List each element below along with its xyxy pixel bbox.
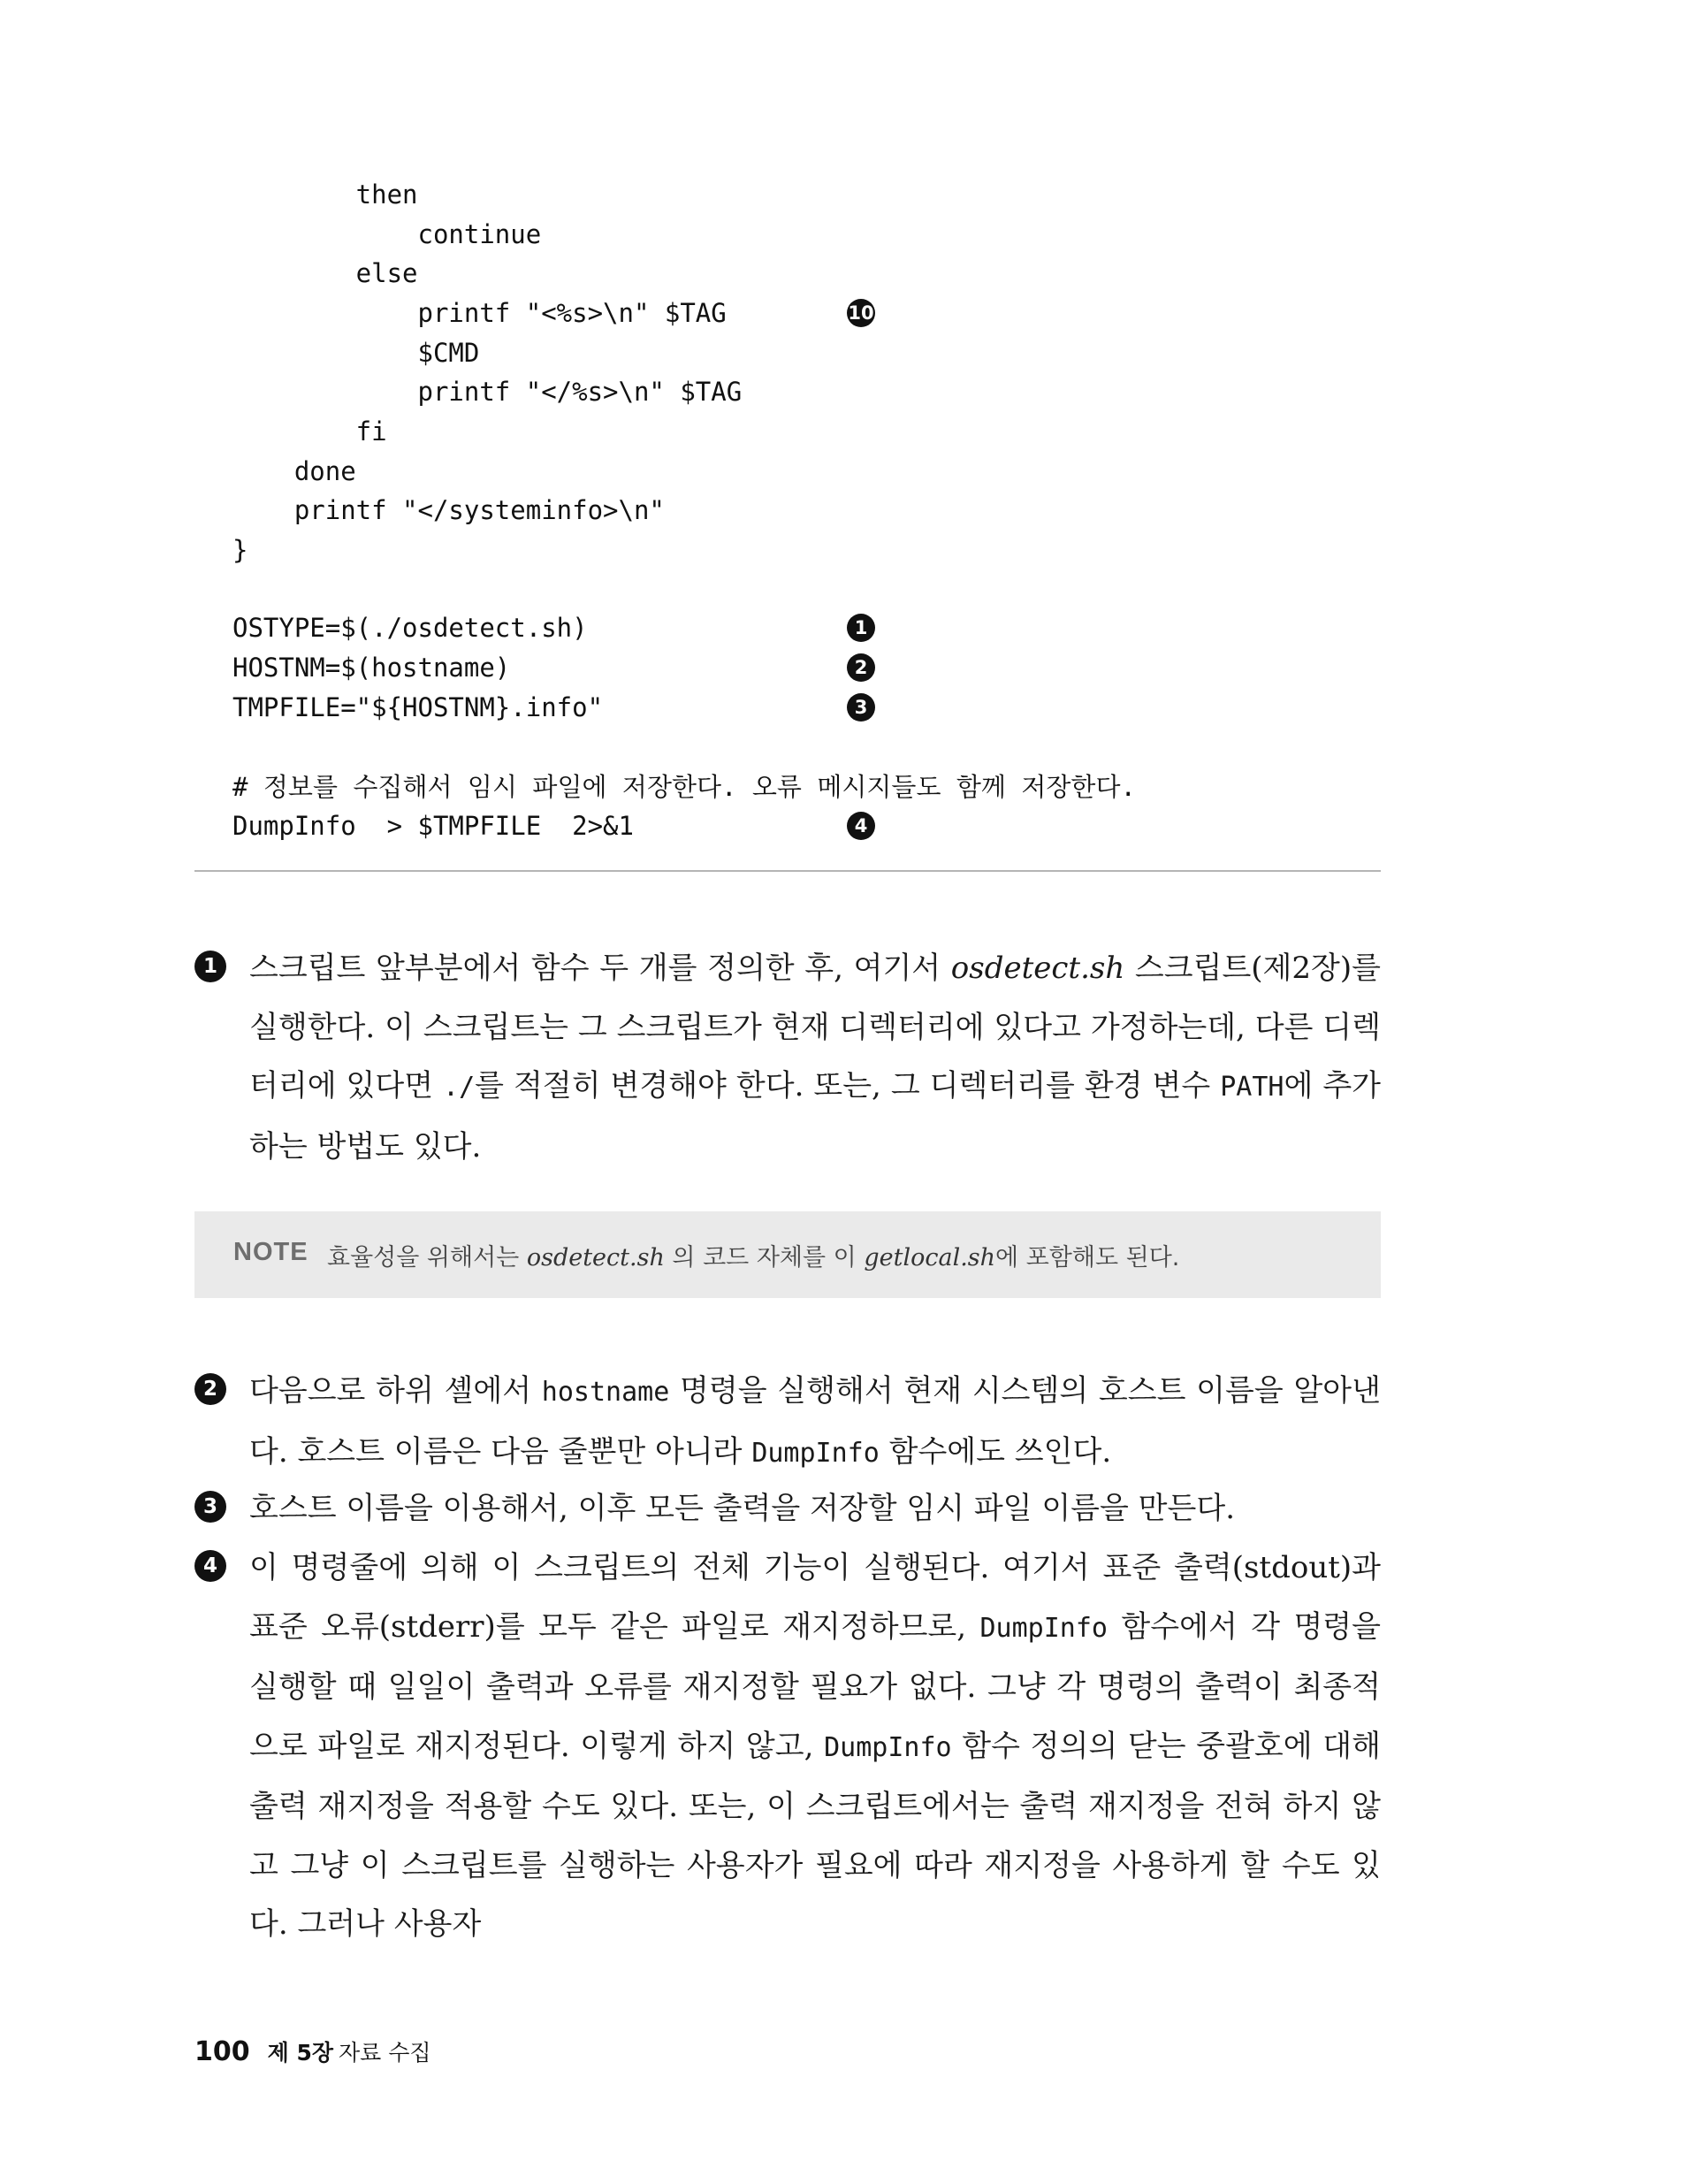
- callout-marker-3: 3: [847, 693, 875, 722]
- code-line: DumpInfo > $TMPFILE 2>&1 4: [232, 808, 634, 844]
- code-line: OSTYPE=$(./osdetect.sh) 1: [232, 610, 588, 645]
- code-line: else: [232, 258, 418, 288]
- page-number: 100: [194, 2036, 250, 2067]
- code-comment-line: # 정보를 수집해서 임시 파일에 저장한다. 오류 메시지들도 함께 저장한다.: [232, 772, 1136, 802]
- annotation-text-3: 호스트 이름을 이용해서, 이후 모든 출력을 저장할 임시 파일 이름을 만든다.: [249, 1491, 1236, 1526]
- code-line: }: [232, 535, 248, 565]
- code-line: printf "<%s>\n" $TAG 10: [232, 298, 874, 328]
- callout-marker-10: 10: [847, 299, 875, 327]
- chapter-number: 제 5장: [267, 2040, 334, 2066]
- note-box: [194, 1211, 1381, 1298]
- note-label: NOTE: [233, 1238, 309, 1266]
- annotation-marker-1: 1: [194, 951, 226, 982]
- code-line: fi: [232, 416, 387, 447]
- annotation-text-1: 스크립트 앞부분에서 함수 두 개를 정의한 후, 여기서 osdetect.sh 스크립트(제2장)를 실행한다. 이 스크립트는 그 스크립트가 현재 디렉터리에 있다고 가정하는데, 다른 디렉터리에 있다면 ./를 적절히 변경해야 한다. 또는, 그 디렉터리를 환경 변수 PATH에 추가하는 방법도 있다.: [249, 951, 1382, 1165]
- note-text: 효율성을 위해서는 osdetect.sh 의 코드 자체를 이 getlocal.sh에 포함해도 된다.: [327, 1244, 1180, 1271]
- callout-marker-1: 1: [847, 614, 875, 642]
- code-line: done: [232, 456, 356, 486]
- callout-marker-2: 2: [847, 653, 875, 682]
- annotation-marker-4: 4: [194, 1550, 226, 1582]
- chapter-title: 자료 수집: [339, 2040, 431, 2066]
- code-line: printf "</systeminfo>\n": [232, 495, 665, 525]
- annotation-text-2: 다음으로 하위 셸에서 hostname 명령을 실행해서 현재 시스템의 호스트 이름을 알아낸다. 호스트 이름은 다음 줄뿐만 아니라 DumpInfo 함수에도 쓰인다.: [249, 1373, 1381, 1470]
- code-line: printf "</%s>\n" $TAG: [232, 377, 743, 407]
- code-line: TMPFILE="${HOSTNM}.info" 3: [232, 690, 603, 725]
- code-line: HOSTNM=$(hostname) 2: [232, 650, 510, 685]
- annotation-text-4: 이 명령줄에 의해 이 스크립트의 전체 기능이 실행된다. 여기서 표준 출력(stdout)과 표준 오류(stderr)를 모두 같은 파일로 재지정하므로, DumpInfo 함수에서 각 명령을 실행할 때 일일이 출력과 오류를 재지정할 필요가 없다. 그냥 각 명령의 출력이 최종적으로 파일로 재지정된다. 이렇게 하지 않고, DumpInfo 함수 정의의 닫는 중괄호에 대해 출력 재지정을 적용할 수도 있다. 또는, 이 스크립트에서는 출력 재지정을 전혀 하지 않고 그냥 이 스크립트를 실행하는 사용자가 필요에 따라 재지정을 사용하게 할 수도 있다. 그러나 사용자: [249, 1550, 1381, 1942]
- annotation-marker-2: 2: [194, 1373, 226, 1405]
- page-footer: [194, 2035, 431, 2067]
- code-line: $CMD: [232, 338, 480, 368]
- code-line: then: [232, 179, 418, 210]
- callout-marker-4: 4: [847, 812, 875, 840]
- divider-rule: [194, 870, 1381, 872]
- code-line: continue: [232, 219, 542, 249]
- annotation-marker-3: 3: [194, 1491, 226, 1523]
